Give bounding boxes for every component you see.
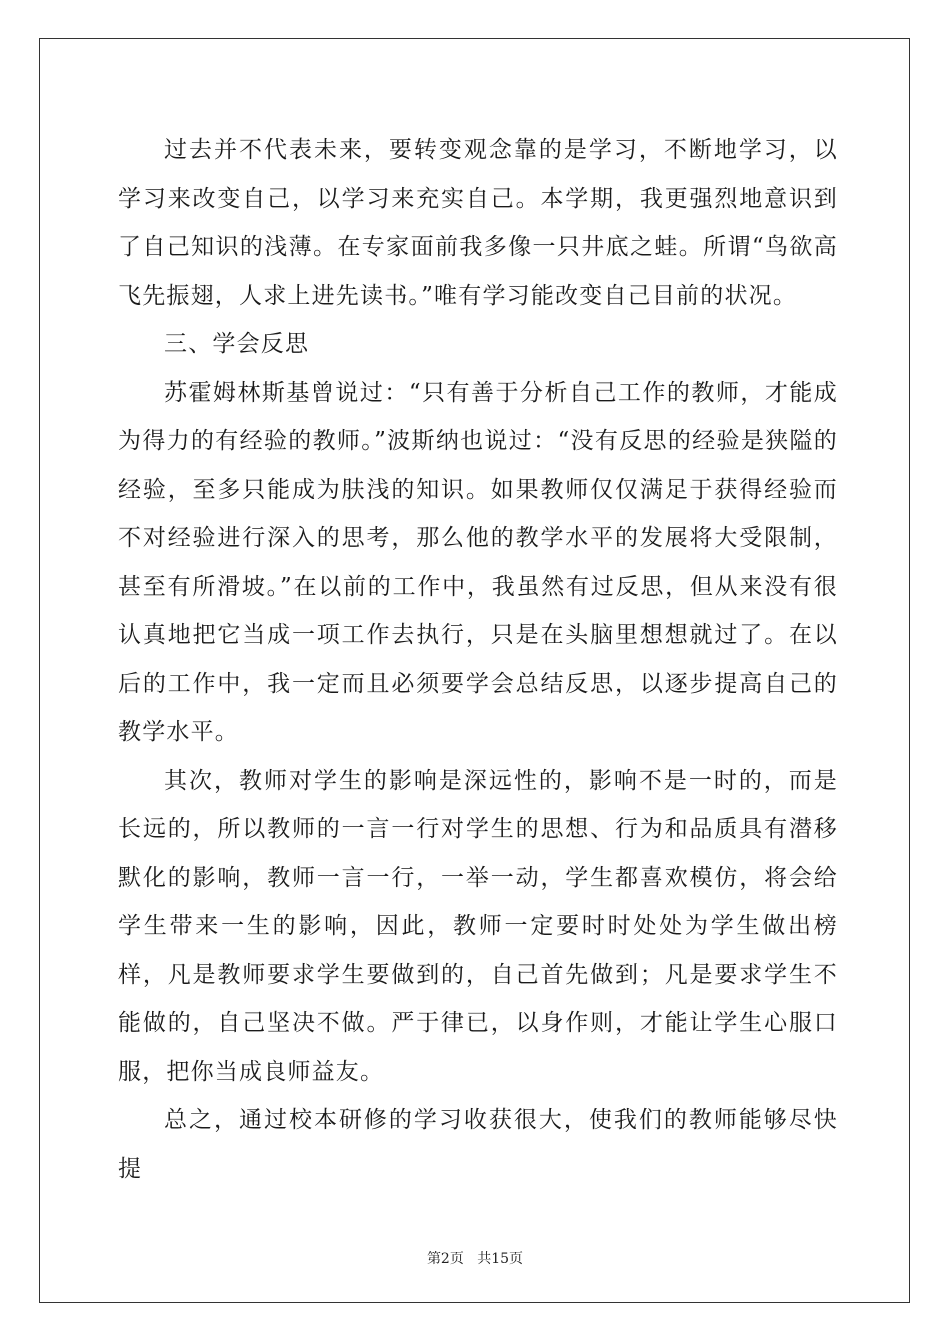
- paragraph: 其次，教师对学生的影响是深远性的，影响不是一时的，而是长远的，所以教师的一言一行对学生的思想、行为和品质具有潜移默化的影响，教师一言一行，一举一动，学生都喜欢模仿，将会给学生带来一生的影响，因此，教师一定要时时处处为学生做出榜样，凡是教师要求学生要做到的，自己首先做到；凡是要求学生不能做的，自己坚决不做。严于律已，以身作则，才能让学生心服口服，把你当成良师益友。: [118, 767, 838, 1085]
- page-number: 第2页: [426, 1251, 464, 1267]
- section-heading: 三、学会反思: [164, 331, 310, 357]
- total-pages: 共15页: [477, 1251, 524, 1267]
- paragraph: 总之，通过校本研修的学习收获很大，使我们的教师能够尽快提: [118, 1107, 838, 1182]
- document-body: [118, 126, 838, 1193]
- paragraph: 苏霍姆林斯基曾说过：“只有善于分析自己工作的教师，才能成为得力的有经验的教师。”波斯纳也说过：“没有反思的经验是狭隘的经验，至多只能成为肤浅的知识。如果教师仅仅满足于获得经验而不对经验进行深入的思考，那么他的教学水平的发展将大受限制，甚至有所滑坡。”在以前的工作中，我虽然有过反思，但从来没有很认真地把它当成一项工作去执行，只是在头脑里想想就过了。在以后的工作中，我一定而且必须要学会总结反思，以逐步提高自己的教学水平。: [118, 379, 838, 745]
- page-footer: [0, 1248, 950, 1268]
- paragraph: 过去并不代表未来，要转变观念靠的是学习，不断地学习，以学习来改变自己，以学习来充实自己。本学期，我更强烈地意识到了自己知识的浅薄。在专家面前我多像一只井底之蛙。所谓“鸟欲高飞先振翅，人求上进先读书。”唯有学习能改变自己目前的状况。: [118, 137, 838, 309]
